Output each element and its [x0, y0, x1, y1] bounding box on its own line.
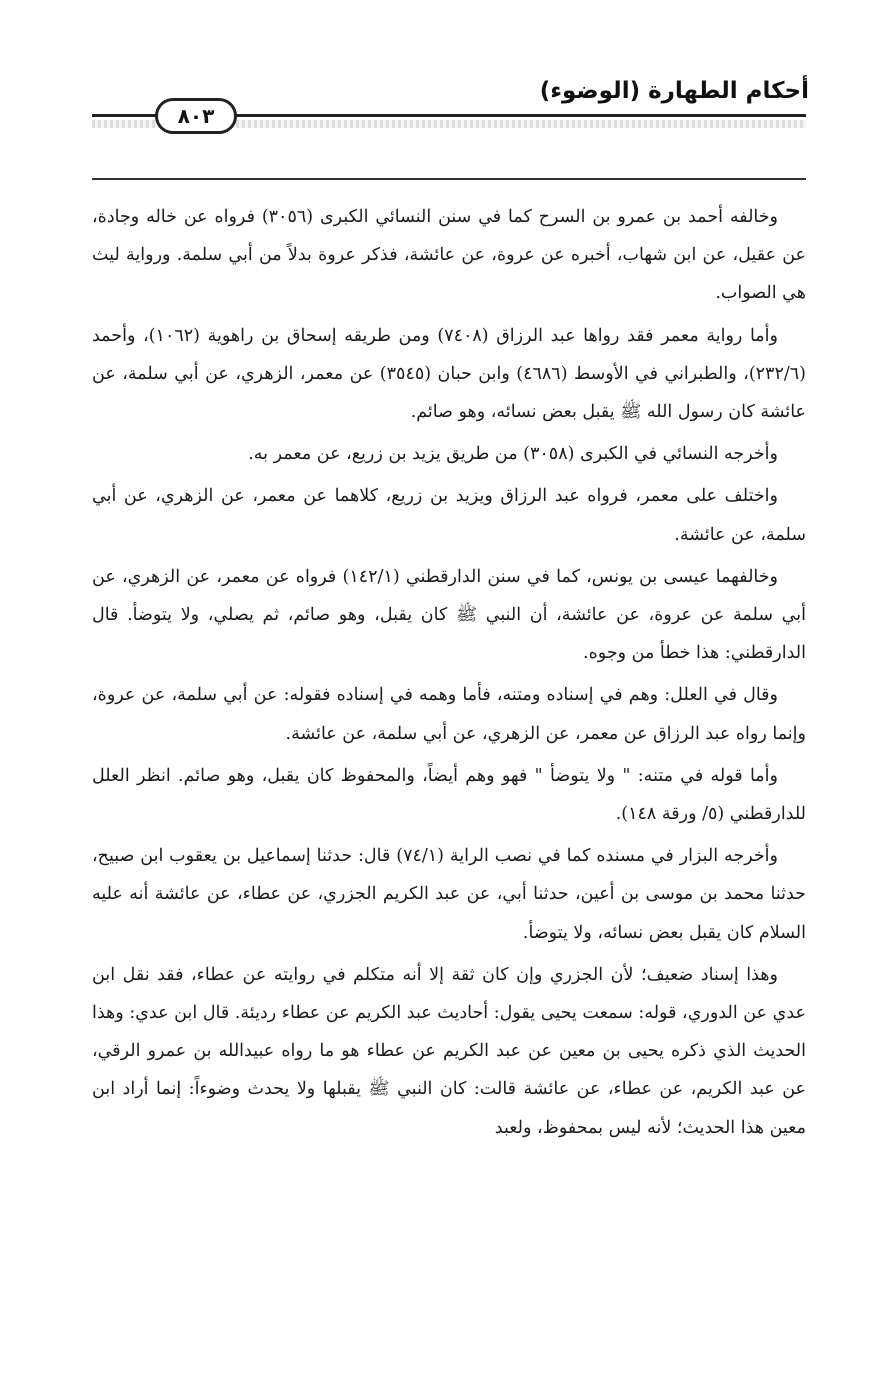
paragraph: وخالفهما عيسى بن يونس، كما في سنن الدارقطني (١٤٢/١) فرواه عن معمر، عن الزهري، عن أبي سلمة عن عروة، عن عائشة، أن النبي ﷺ كان يقبل، وهو صائم، ثم يصلي، ولا يتوضأ. قال الدارقطني: هذا خطأ من وجوه.: [92, 566, 806, 664]
paragraph: وأما رواية معمر فقد رواها عبد الرزاق (٧٤٠٨) ومن طريقه إسحاق بن راهوية (١٠٦٢)، وأحمد (٢٣٢/٦)، والطبراني في الأوسط (٤٦٨٦) وابن حبان (٣٥٤٥) عن معمر، الزهري، عن أبي سلمة، عن عائشة كان رسول الله ﷺ يقبل بعض نسائه، وهو صائم.: [92, 325, 806, 423]
paragraph: وأخرجه البزار في مسنده كما في نصب الراية (٧٤/١) قال: حدثنا إسماعيل بن يعقوب ابن صبيح، حدثنا محمد بن موسى بن أعين، حدثنا أبي، عن عبد الكريم الجزري، عن عطاء، عن عائشة أنه عليه السلام كان يقبل بعض نسائه، ولا يتوضأ.: [92, 846, 806, 943]
paragraph: وأما قوله في متنه: " ولا يتوضأ " فهو وهم أيضاً، والمحفوظ كان يقبل، وهو صائم. انظر العلل للدارقطني (٥/ ورقة ١٤٨).: [92, 765, 806, 825]
paragraph: واختلف على معمر، فرواه عبد الرزاق ويزيد بن زريع، كلاهما عن معمر، عن الزهري، عن أبي سلمة، عن عائشة.: [92, 486, 806, 545]
body-separator-rule: [92, 178, 806, 180]
body-text: [92, 198, 806, 1151]
running-head-title: أحكام الطهارة (الوضوء): [539, 78, 809, 104]
paragraph: وهذا إسناد ضعيف؛ لأن الجزري وإن كان ثقة إلا أنه متكلم في روايته عن عطاء، فقد نقل ابن عدي عن الدوري، قوله: سمعت يحيى يقول: أحاديث عبد الكريم عن عطاء رديئة. قال ابن عدي: وهذا الحديث الذي ذكره يحيى بن معين عن عبد الكريم عن عطاء هو ما رواه عبيدالله بن عمرو الرقي، عن عبد الكريم، عن عطاء، عن عائشة قالت: كان النبي ﷺ يقبلها ولا يحدث وضوءاً: إنما أراد ابن معين هذا الحديث؛ لأنه ليس بمحفوظ، ولعبد: [92, 964, 806, 1138]
paragraph: وقال في العلل: وهم في إسناده ومتنه، فأما وهمه في إسناده فقوله: عن أبي سلمة، عن عروة، وإنما رواه عبد الرزاق عن معمر، عن الزهري، عن أبي سلمة، عن عائشة.: [92, 685, 806, 744]
paragraph: وخالفه أحمد بن عمرو بن السرح كما في سنن النسائي الكبرى (٣٠٥٦) فرواه عن خاله وجادة، عن عقيل، عن ابن شهاب، أخبره عن عروة، عن عائشة، فذكر عروة بدلاً من أبي سلمة. ورواية ليث هي الصواب.: [92, 207, 806, 304]
page-number-badge: ٨٠٣: [155, 98, 237, 134]
paragraph: وأخرجه النسائي في الكبرى (٣٠٥٨) من طريق يزيد بن زريع، عن معمر به.: [248, 444, 778, 465]
